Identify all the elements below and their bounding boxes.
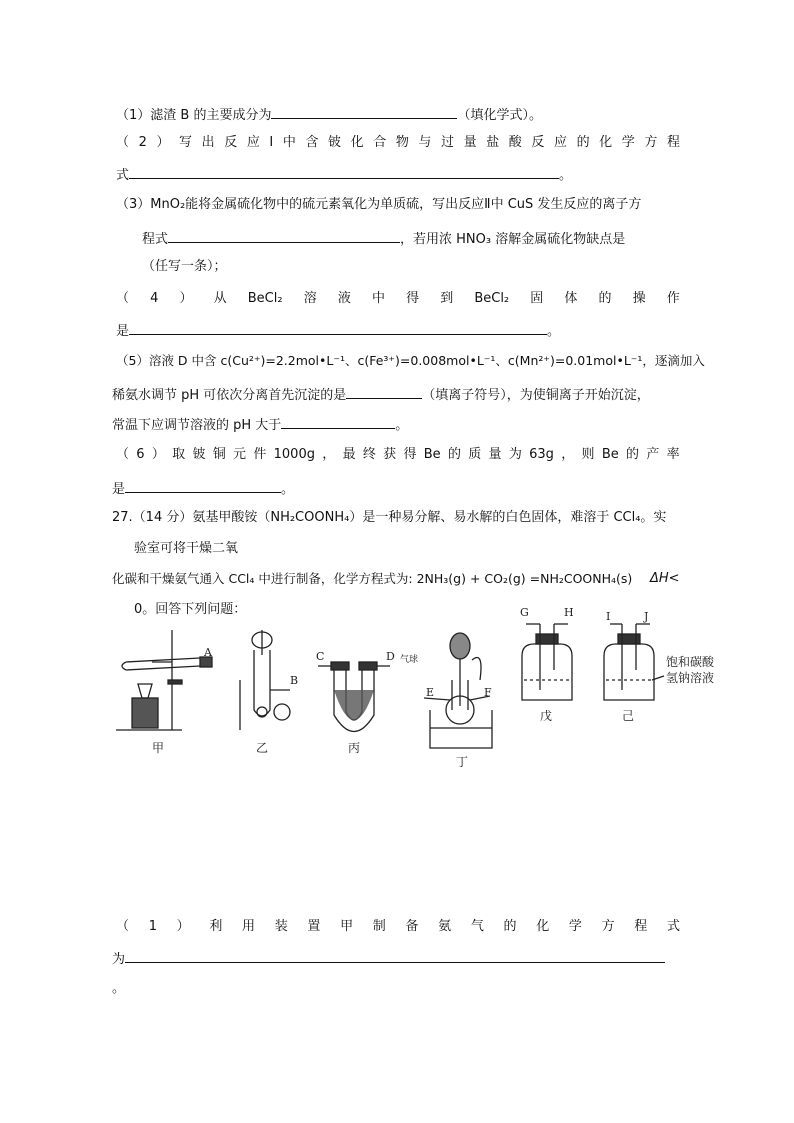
- q5-suffix-2: 。: [395, 418, 409, 433]
- spread-token: 酸: [508, 135, 522, 150]
- spread-token: ，: [561, 447, 575, 462]
- spread-token: 液: [337, 291, 351, 306]
- spread-token: 化: [536, 919, 550, 934]
- spread-token: Be: [423, 447, 441, 462]
- spread-token: 固: [530, 291, 544, 306]
- spread-token: 获: [383, 447, 397, 462]
- spread-token: 质: [468, 447, 482, 462]
- apparatus-wu: [522, 624, 572, 700]
- q27-line2: 验室可将干燥二氧: [134, 541, 239, 556]
- spread-token: 应: [553, 135, 567, 150]
- q4-line1: [116, 290, 680, 308]
- spread-token: （: [116, 447, 130, 462]
- apparatus-bing: [318, 662, 390, 732]
- label-d: D: [386, 650, 395, 663]
- spread-token: 盐: [486, 135, 500, 150]
- q4-answer-blank[interactable]: [129, 320, 547, 335]
- spread-token: 终: [362, 447, 376, 462]
- spread-token: 铍: [328, 135, 342, 150]
- spread-token: （: [116, 135, 130, 150]
- spread-token: 2: [138, 135, 147, 150]
- q27-1-line2: [112, 948, 665, 969]
- spread-token: 体: [564, 291, 578, 306]
- q3-suffix: ，若用浓 HNO₃ 溶解金属硫化物缺点是: [400, 232, 626, 247]
- spread-token: 最: [342, 447, 356, 462]
- q5-answer-blank-2[interactable]: [281, 414, 395, 429]
- spread-token: 合: [373, 135, 387, 150]
- caption-bing: 丙: [348, 741, 361, 755]
- caption-wu: 戊: [540, 709, 553, 723]
- spread-token: 操: [632, 291, 646, 306]
- spread-token: 方: [601, 919, 615, 934]
- spread-token: ）: [179, 291, 193, 306]
- spread-token: 得: [406, 291, 420, 306]
- q1-line: [116, 104, 542, 125]
- q5-answer-blank-1[interactable]: [346, 384, 422, 399]
- spread-token: 1000g: [273, 447, 315, 462]
- spread-token: ）: [176, 919, 190, 934]
- apparatus-yi: [240, 630, 290, 730]
- label-i: I: [606, 610, 611, 623]
- spread-token: 方: [644, 135, 658, 150]
- label-c: C: [316, 650, 325, 663]
- q27-1-line3: 。: [112, 981, 126, 996]
- spread-token: 1: [148, 919, 157, 934]
- q6-line1: [116, 446, 680, 464]
- q5-prefix-2: 常温下应调节溶液的 pH 大于: [112, 418, 282, 433]
- spread-token: （: [116, 919, 130, 934]
- spread-token: 6: [136, 447, 145, 462]
- q3-answer-blank[interactable]: [168, 228, 400, 243]
- spread-token: 63g: [529, 447, 554, 462]
- label-solution-1: 饱和碳酸: [666, 655, 715, 669]
- spread-token: 学: [568, 919, 582, 934]
- spread-token: 量: [463, 135, 477, 150]
- spread-token: 溶: [303, 291, 317, 306]
- q2-line1: [116, 134, 680, 152]
- apparatus-ding: [424, 633, 492, 748]
- spread-token: 应: [246, 135, 260, 150]
- q2-suffix: 。: [559, 168, 573, 183]
- spread-token: BeCl₂: [247, 291, 283, 306]
- q2-line2: [116, 164, 572, 185]
- spread-token: 写: [179, 135, 193, 150]
- label-j: J: [644, 610, 649, 623]
- spread-token: 率: [666, 447, 680, 462]
- spread-token: ）: [156, 135, 170, 150]
- spread-token: 气: [470, 919, 484, 934]
- apparatus-jia: [116, 630, 212, 730]
- spread-token: 元: [233, 447, 247, 462]
- q5-prefix: 稀氨水调节 pH 可依次分离首先沉淀的是: [112, 388, 347, 403]
- spread-token: 与: [418, 135, 432, 150]
- spread-token: 的: [447, 447, 461, 462]
- spread-token: 中: [282, 135, 296, 150]
- spread-token: 取: [172, 447, 186, 462]
- spread-token: 置: [307, 919, 321, 934]
- q27-delta-h: ΔH<: [650, 571, 680, 586]
- label-f: F: [484, 686, 492, 699]
- spread-token: Ⅰ: [269, 135, 274, 150]
- spread-token: 量: [488, 447, 502, 462]
- spread-token: 件: [253, 447, 267, 462]
- apparatus-drawing: [112, 600, 732, 770]
- q5-line1: （5）溶液 D 中含 c(Cu²⁺)=2.2mol•L⁻¹、c(Fe³⁺)=0.008mol•L⁻¹、c(Mn²⁺)=0.01mol•L⁻¹，逐滴加入: [116, 353, 705, 368]
- q5-suffix: （填离子符号），为使铜离子开始沉淀，: [422, 388, 650, 403]
- spread-token: 铍: [192, 447, 206, 462]
- q6-line2: [112, 478, 294, 499]
- label-a: A: [204, 646, 212, 659]
- q5-line3: [112, 414, 408, 435]
- q6-answer-blank[interactable]: [125, 478, 281, 493]
- spread-token: 从: [213, 291, 227, 306]
- caption-ding: 丁: [456, 755, 469, 769]
- spread-token: Be: [601, 447, 619, 462]
- q1-suffix: （填化学式）。: [457, 108, 542, 123]
- spread-token: 出: [201, 135, 215, 150]
- spread-token: 得: [403, 447, 417, 462]
- q1-answer-blank[interactable]: [271, 104, 457, 119]
- caption-yi: 乙: [256, 741, 269, 755]
- spread-token: 的: [576, 135, 590, 150]
- q27-line1: 27.（14 分）氨基甲酸铵（NH₂COONH₄）是一种易分解、易水解的白色固体，难溶于 CCl₄。实: [112, 510, 667, 525]
- spread-token: 装: [274, 919, 288, 934]
- q4-suffix: 。: [547, 324, 561, 339]
- spread-token: ）: [151, 447, 165, 462]
- q27-line3: 化碳和干燥氨气通入 CCl₄ 中进行制备，化学方程式为: 2NH₃(g) + CO₂(g) =NH₂COONH₄(s): [112, 571, 633, 586]
- label-b: B: [290, 674, 299, 687]
- q2-answer-blank[interactable]: [129, 164, 559, 179]
- q3-line1: （3）MnO₂能将金属硫化物中的硫元素氧化为单质硫，写出反应Ⅱ中 CuS 发生反应的离子方: [116, 197, 642, 212]
- spread-token: 的: [598, 291, 612, 306]
- caption-jia: 甲: [152, 741, 165, 755]
- spread-token: BeCl₂: [474, 291, 510, 306]
- spread-token: 甲: [340, 919, 354, 934]
- q4-prefix: 是: [116, 324, 130, 339]
- spread-token: 作: [666, 291, 680, 306]
- spread-token: 4: [150, 291, 159, 306]
- spread-token: （: [116, 291, 130, 306]
- q4-line2: [116, 320, 560, 341]
- spread-token: 式: [666, 919, 680, 934]
- spread-token: 则: [581, 447, 595, 462]
- q6-prefix: 是: [112, 482, 126, 497]
- label-e: E: [426, 686, 435, 699]
- spread-token: 的: [626, 447, 640, 462]
- spread-token: 利: [209, 919, 223, 934]
- spread-token: 含: [305, 135, 319, 150]
- spread-token: ，: [322, 447, 336, 462]
- spread-token: 物: [395, 135, 409, 150]
- apparatus-ji: [604, 624, 664, 700]
- label-g: G: [520, 606, 529, 619]
- label-h: H: [564, 606, 574, 619]
- q27-line4: 0。回答下列问题：: [134, 602, 247, 617]
- q1-prefix: （1）滤渣 B 的主要成分为: [116, 108, 272, 123]
- apparatus-figure: [112, 600, 732, 770]
- q2-prefix: 式: [116, 168, 130, 183]
- spread-token: 到: [440, 291, 454, 306]
- q27-1-line1: [116, 918, 680, 936]
- spread-token: 氨: [438, 919, 452, 934]
- spread-token: 化: [350, 135, 364, 150]
- spread-token: 为: [508, 447, 522, 462]
- spread-token: 化: [599, 135, 613, 150]
- label-solution-2: 氢钠溶液: [666, 671, 715, 685]
- spread-token: 程: [666, 135, 680, 150]
- spread-token: 学: [621, 135, 635, 150]
- q27-1-answer-blank[interactable]: [125, 948, 665, 963]
- caption-ji: 己: [622, 709, 635, 723]
- q27-1-prefix: 为: [112, 952, 126, 967]
- q3-line3: （任写一条）；: [142, 259, 227, 274]
- spread-token: 铜: [212, 447, 226, 462]
- spread-token: 过: [441, 135, 455, 150]
- spread-token: 反: [531, 135, 545, 150]
- label-balloon: 气球: [400, 655, 419, 665]
- spread-token: 反: [224, 135, 238, 150]
- q3-line2: [142, 228, 625, 249]
- spread-token: 备: [405, 919, 419, 934]
- spread-token: 程: [634, 919, 648, 934]
- spread-token: 制: [372, 919, 386, 934]
- q3-prefix: 程式: [142, 232, 169, 247]
- spread-token: 中: [371, 291, 385, 306]
- spread-token: 的: [503, 919, 517, 934]
- q6-suffix: 。: [281, 482, 295, 497]
- spread-token: 用: [242, 919, 256, 934]
- spread-token: 产: [646, 447, 660, 462]
- q5-line2: [112, 384, 650, 405]
